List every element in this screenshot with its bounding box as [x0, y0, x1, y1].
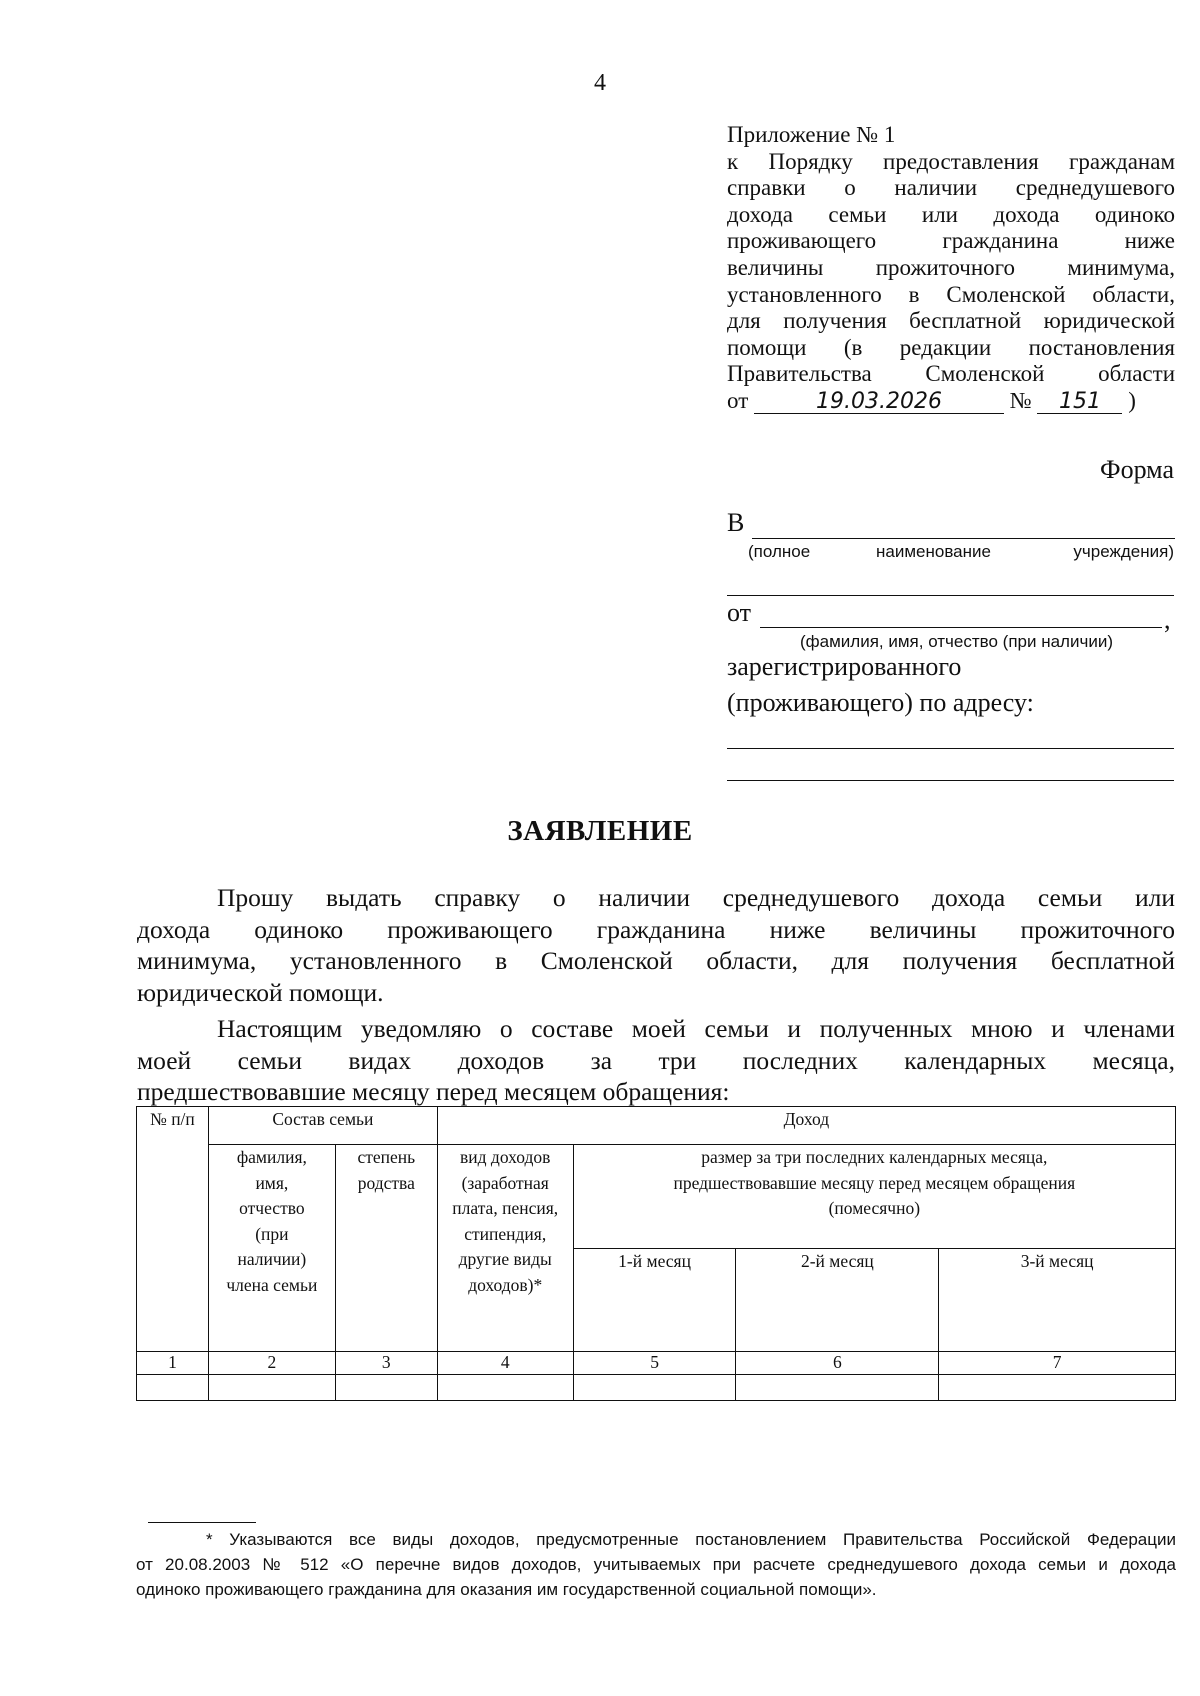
addressee-to-line-2[interactable] — [727, 595, 1174, 596]
annex-from-label: от — [727, 387, 749, 413]
annex-line: проживающего гражданина ниже — [727, 228, 1175, 254]
paragraph-line: Прошу выдать справку о наличии среднедушевого дохода семьи или — [217, 883, 1175, 912]
column-index: 6 — [736, 1352, 939, 1375]
address-line-2[interactable] — [727, 780, 1174, 781]
residing-label: (проживающего) по адресу: — [727, 688, 1034, 717]
paragraph-notice — [137, 1013, 1175, 1108]
empty-cell[interactable] — [208, 1375, 335, 1401]
column-index: 2 — [208, 1352, 335, 1375]
income-table — [136, 1106, 1176, 1401]
column-index: 3 — [335, 1352, 437, 1375]
annex-line: к Порядку предоставления гражданам — [727, 148, 1175, 174]
column-index: 5 — [573, 1352, 736, 1375]
paragraph-line: дохода одиноко проживающего гражданина ниже величины прожиточного — [137, 914, 1175, 944]
empty-cell[interactable] — [137, 1375, 209, 1401]
paragraph-line: моей семьи видах доходов за три последних календарных месяца, — [137, 1045, 1175, 1075]
annex-line: Приложение № 1 — [727, 122, 896, 147]
from-comma: , — [1164, 605, 1171, 634]
annex-line: справки о наличии среднедушевого — [727, 175, 1175, 201]
registered-label: зарегистрированного — [727, 652, 962, 681]
column-index: 1 — [137, 1352, 209, 1375]
footnote-rule — [148, 1522, 256, 1523]
addressee-to-label: В — [727, 508, 745, 537]
empty-cell[interactable] — [736, 1375, 939, 1401]
annex-line: Правительства Смоленской области — [727, 361, 1175, 387]
amount-header: размер за три последних календарных месяца, предшествовавшие месяцу перед месяцем обращения (помесячно) — [573, 1145, 1175, 1249]
paragraph-line: предшествовавшие месяцу перед месяцем обращения: — [137, 1077, 730, 1106]
paragraph-request — [137, 882, 1175, 1008]
footnote-line: одиноко проживающего гражданина для оказания им государственной социальной помощи». — [136, 1580, 877, 1599]
annex-line: помощи (в редакции постановления — [727, 334, 1175, 360]
addressee-caption-2: наименование — [876, 542, 991, 561]
annex-line: для получения бесплатной юридической — [727, 308, 1175, 334]
annex-number: 151 — [1037, 391, 1122, 414]
addressee-caption-1: (полное — [748, 542, 811, 561]
annex-number-label: № — [1009, 387, 1032, 413]
column-index: 4 — [437, 1352, 573, 1375]
annex-date: 19.03.2026 — [754, 391, 1004, 414]
income-type-header: вид доходов (заработная плата, пенсия, стипендия, другие виды доходов)* — [437, 1145, 573, 1352]
paragraph-line: минимума, установленного в Смоленской области, для получения бесплатной — [137, 946, 1175, 975]
empty-cell[interactable] — [573, 1375, 736, 1401]
addressee-to-line[interactable] — [752, 538, 1175, 539]
annex-date-line — [727, 388, 1175, 415]
annex-line: дохода семьи или дохода одиноко — [727, 201, 1175, 227]
footnote — [136, 1527, 1176, 1602]
col-number-header: № п/п — [137, 1107, 209, 1352]
addressee-caption-3: учреждения) — [1073, 542, 1174, 561]
annex-closing: ) — [1128, 387, 1136, 413]
document-title: ЗАЯВЛЕНИЕ — [507, 815, 693, 847]
footnote-line: от 20.08.2003 № 512 «О перечне видов доходов, учитываемых при расчете среднедушевого дохода семьи и дохода — [136, 1555, 1176, 1574]
month-3-header: 3-й месяц — [939, 1249, 1176, 1352]
fio-header: фамилия, имя, отчество (при наличии) члена семьи — [208, 1145, 335, 1352]
from-caption: (фамилия, имя, отчество (при наличии) — [800, 632, 1113, 651]
annex-line: величины прожиточного минимума, — [727, 254, 1175, 280]
month-1-header: 1-й месяц — [573, 1249, 736, 1352]
page-number: 4 — [594, 70, 606, 96]
month-2-header: 2-й месяц — [736, 1249, 939, 1352]
address-line-1[interactable] — [727, 748, 1174, 749]
annex-line: установленного в Смоленской области, — [727, 281, 1175, 307]
column-index: 7 — [939, 1352, 1176, 1375]
income-header: Доход — [437, 1107, 1175, 1145]
form-label: Форма — [1100, 455, 1174, 484]
empty-cell[interactable] — [335, 1375, 437, 1401]
annex-header — [727, 122, 1175, 415]
paragraph-line: Настоящим уведомляю о составе моей семьи и полученных мною и членами — [217, 1014, 1175, 1043]
paragraph-line: юридической помощи. — [137, 977, 384, 1007]
empty-cell[interactable] — [939, 1375, 1176, 1401]
kinship-header: степень родства — [335, 1145, 437, 1352]
footnote-line: * Указываются все виды доходов, предусмотренные постановлением Правительства Российской Федерации — [206, 1530, 1176, 1549]
family-header: Состав семьи — [208, 1107, 437, 1145]
from-line[interactable] — [760, 627, 1162, 628]
empty-cell[interactable] — [437, 1375, 573, 1401]
from-label: от — [727, 598, 752, 627]
